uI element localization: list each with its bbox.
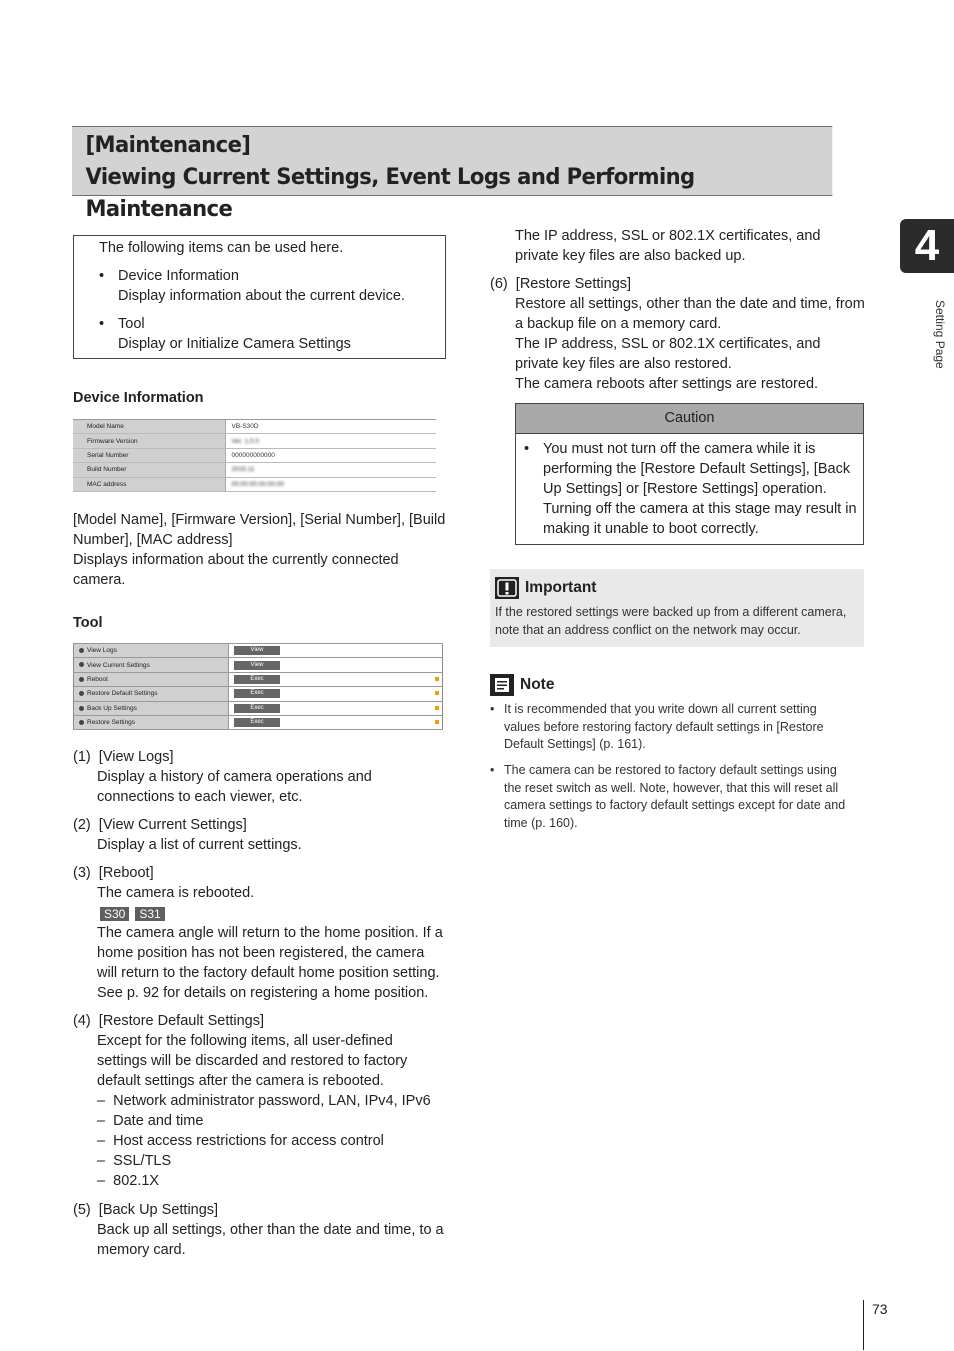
list-item: – SSL/TLS bbox=[97, 1153, 172, 1169]
list-item: – Network administrator password, LAN, IPv4, IPv6 bbox=[97, 1093, 431, 1109]
table-row bbox=[73, 434, 436, 448]
tool-row-label: Back Up Settings bbox=[74, 701, 229, 715]
step-6-title: (6) [Restore Settings] bbox=[490, 276, 632, 292]
arrow-icon bbox=[79, 677, 84, 682]
table-row bbox=[74, 644, 443, 658]
tool-row-marker bbox=[379, 644, 443, 658]
page-title bbox=[72, 126, 832, 222]
tool-heading: Tool bbox=[73, 615, 103, 631]
table-cell-value: 00:00:00:00:00:00 bbox=[225, 477, 436, 491]
status-marker-icon bbox=[435, 691, 439, 695]
bullet: • bbox=[99, 268, 105, 284]
bullet: • bbox=[99, 316, 105, 332]
important-box bbox=[490, 569, 864, 647]
step-2-desc: Display a list of current settings. bbox=[97, 837, 302, 853]
restore-settings-button[interactable]: Exec bbox=[234, 718, 280, 727]
table-row bbox=[74, 701, 443, 715]
tool-row-label: Reboot bbox=[74, 672, 229, 686]
list-item: – Host access restrictions for access control bbox=[97, 1133, 384, 1149]
model-badge: S31 bbox=[135, 907, 164, 921]
important-icon bbox=[495, 577, 519, 599]
text-line: Displays information about the currently connected bbox=[73, 552, 399, 568]
view-current-settings-button[interactable]: View bbox=[234, 661, 280, 670]
table-row bbox=[73, 448, 436, 462]
text-line: Number], [MAC address] bbox=[73, 532, 233, 548]
intro-item-desc: Display information about the current device. bbox=[118, 288, 405, 304]
text-line: camera. bbox=[73, 572, 126, 588]
tool-row-marker bbox=[379, 701, 443, 715]
tool-row-marker bbox=[379, 687, 443, 701]
step-5-desc-continued: The IP address, SSL or 802.1X certificates, and private key files are also backed up. bbox=[515, 228, 821, 264]
arrow-icon bbox=[79, 662, 84, 667]
table-cell-value: Ver. 1.0.0 bbox=[225, 434, 436, 448]
table-row bbox=[73, 463, 436, 477]
tool-row-marker bbox=[379, 715, 443, 729]
status-marker-icon bbox=[435, 677, 439, 681]
important-title: Important bbox=[495, 577, 864, 599]
bullet: • bbox=[490, 763, 495, 777]
list-item: – 802.1X bbox=[97, 1173, 160, 1189]
table-row bbox=[74, 687, 443, 701]
tool-table bbox=[73, 643, 443, 730]
arrow-icon bbox=[79, 706, 84, 711]
step-6-desc: Restore all settings, other than the date and time, from a backup file on a memory card. The IP address, SSL or 802.1X certificates, and private key files are also restored. The camera reboots after settings are restored. bbox=[515, 296, 865, 392]
device-info-table bbox=[73, 419, 436, 492]
status-marker-icon bbox=[435, 720, 439, 724]
tool-row-action bbox=[229, 701, 379, 715]
tool-row-marker bbox=[379, 658, 443, 672]
tool-row-label: Restore Default Settings bbox=[74, 687, 229, 701]
table-cell-value: VB-S30D bbox=[225, 420, 436, 434]
title-line-1: [Maintenance] bbox=[85, 133, 251, 158]
table-row bbox=[73, 420, 436, 434]
intro-item-desc: Display or Initialize Camera Settings bbox=[118, 336, 351, 352]
intro-box bbox=[73, 235, 446, 359]
step-3-desc: The camera is rebooted. S30 S31 The camera angle will return to the home position. If a home position has not been registered, the camera will return to the factory default home position setting. See p. 92 for details on registering a home position. bbox=[97, 885, 443, 1001]
intro-item bbox=[99, 314, 445, 354]
bullet: • bbox=[490, 702, 495, 716]
page-number: 73 bbox=[872, 1301, 888, 1317]
table-row bbox=[74, 658, 443, 672]
note-item: • The camera can be restored to factory default settings using the reset switch as well. Note, however, that this will reset all camera settings to factory default settings except for date and time (p. 160). bbox=[490, 762, 864, 832]
view-logs-button[interactable]: View bbox=[234, 646, 280, 655]
step-3-title: (3) [Reboot] bbox=[73, 865, 154, 881]
step-2-title: (2) [View Current Settings] bbox=[73, 817, 247, 833]
note-item: • It is recommended that you write down all current setting values before restoring factory default settings in [Restore Default Settings] (p. 161). bbox=[490, 701, 864, 754]
tool-row-marker bbox=[379, 672, 443, 686]
title-line-2: Viewing Current Settings, Event Logs and Performing Maintenance bbox=[85, 165, 695, 222]
note-title: Note bbox=[490, 674, 554, 696]
important-text: If the restored settings were backed up from a different camera, note that an address conflict on the network may occur. bbox=[495, 605, 847, 637]
tool-row-label: Restore Settings bbox=[74, 715, 229, 729]
intro-lead: The following items can be used here. bbox=[99, 240, 344, 256]
intro-item-name: Device Information bbox=[118, 268, 239, 284]
caution-body: • You must not turn off the camera while it is performing the [Restore Default Settings], [Back Up Settings] or [Restore Settings] operation. Turning off the camera at this stage may result in making it unable to boot correctly. bbox=[524, 441, 857, 537]
table-cell-value: 000000000000 bbox=[225, 448, 436, 462]
caution-title: Caution bbox=[516, 404, 863, 434]
table-row bbox=[74, 715, 443, 729]
table-cell-value: 2015.11 bbox=[225, 463, 436, 477]
chapter-tab: 4 bbox=[900, 219, 954, 273]
bullet: • bbox=[524, 441, 530, 457]
chapter-label: Setting Page bbox=[933, 300, 947, 369]
table-cell-label: Model Name bbox=[73, 420, 225, 434]
step-1-title: (1) [View Logs] bbox=[73, 749, 174, 765]
arrow-icon bbox=[79, 691, 84, 696]
tool-row-action bbox=[229, 687, 379, 701]
back-up-settings-button[interactable]: Exec bbox=[234, 704, 280, 713]
intro-item-name: Tool bbox=[118, 316, 145, 332]
text-line: [Model Name], [Firmware Version], [Serial Number], [Build bbox=[73, 512, 446, 528]
tool-row-label: View Logs bbox=[74, 644, 229, 658]
reboot-button[interactable]: Exec bbox=[234, 675, 280, 684]
arrow-icon bbox=[79, 648, 84, 653]
page-divider bbox=[863, 1300, 864, 1350]
restore-default-settings-button[interactable]: Exec bbox=[234, 689, 280, 698]
caution-box bbox=[515, 403, 864, 545]
table-cell-label: Firmware Version bbox=[73, 434, 225, 448]
tool-row-label: View Current Settings bbox=[74, 658, 229, 672]
arrow-icon bbox=[79, 720, 84, 725]
step-4-desc: Except for the following items, all user-defined settings will be discarded and restored to factory default settings after the camera is rebooted. – Network administrator password, LAN, IPv4, IPv6 – Date and time – Host access restrictions for access control – SSL/TLS – 802.1X bbox=[97, 1033, 431, 1189]
intro-item bbox=[99, 266, 445, 306]
tool-row-action bbox=[229, 715, 379, 729]
table-cell-label: Serial Number bbox=[73, 448, 225, 462]
step-4-title: (4) [Restore Default Settings] bbox=[73, 1013, 265, 1029]
step-5-desc: Back up all settings, other than the date and time, to a memory card. bbox=[97, 1222, 444, 1258]
tool-row-action bbox=[229, 644, 379, 658]
device-info-fields bbox=[73, 510, 445, 590]
table-cell-label: MAC address bbox=[73, 477, 225, 491]
list-item: – Date and time bbox=[97, 1113, 204, 1129]
tool-row-action bbox=[229, 672, 379, 686]
table-row bbox=[74, 672, 443, 686]
status-marker-icon bbox=[435, 706, 439, 710]
device-info-heading: Device Information bbox=[73, 390, 204, 406]
note-icon bbox=[490, 674, 514, 696]
model-badge: S30 bbox=[100, 907, 129, 921]
step-5-title: (5) [Back Up Settings] bbox=[73, 1202, 219, 1218]
tool-row-action bbox=[229, 658, 379, 672]
table-row bbox=[73, 477, 436, 491]
step-1-desc: Display a history of camera operations and connections to each viewer, etc. bbox=[97, 769, 372, 805]
table-cell-label: Build Number bbox=[73, 463, 225, 477]
